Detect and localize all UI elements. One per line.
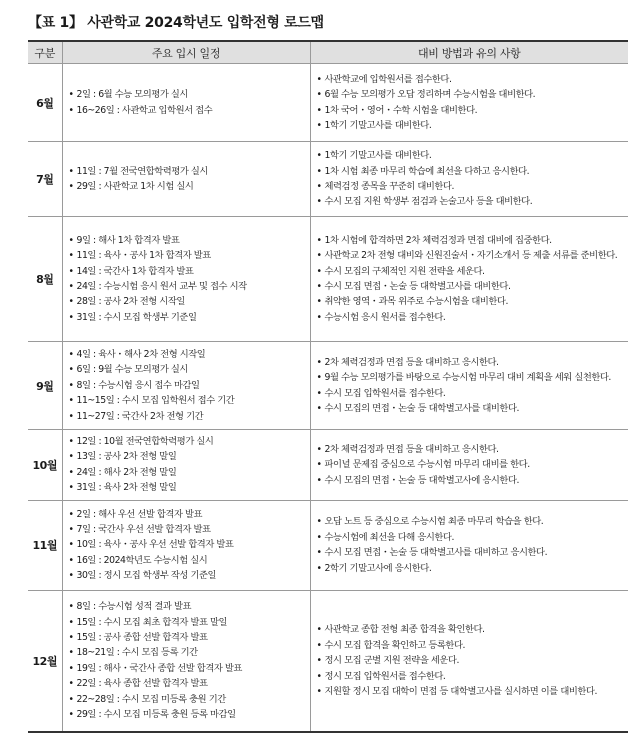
- schedule-item: • 24일 : 해사 2차 전형 말일: [69, 465, 306, 480]
- prep-item: • 1차 시험 최종 마무리 학습에 최선을 다하고 응시한다.: [317, 164, 625, 179]
- schedule-cell: [62, 500, 310, 590]
- table-row-june: [28, 64, 628, 142]
- table-title: 【표 1】 사관학교 2024학년도 입학전형 로드맵: [28, 15, 324, 31]
- schedule-item: • 10일 : 육사・공사 우선 선발 합격자 발표: [69, 537, 306, 552]
- table-header-row: [28, 41, 628, 64]
- prep-item: • 취약한 영역・과목 위주로 수능시험을 대비한다.: [317, 294, 625, 309]
- prep-item: • 수시 모집 지원 학생부 점검과 논술고사 등을 대비한다.: [317, 194, 625, 209]
- prep-item: • 수시 모집의 구체적인 지원 전략을 세운다.: [317, 264, 625, 279]
- prep-cell: [310, 217, 628, 342]
- table-row-october: [28, 430, 628, 501]
- schedule-item: • 15일 : 수시 모집 최초 합격자 발표 말일: [69, 615, 306, 630]
- prep-item: • 1차 시험에 합격하면 2차 체력검정과 면접 대비에 집중한다.: [317, 233, 625, 248]
- prep-item: • 2학기 기말고사에 응시한다.: [317, 561, 625, 576]
- schedule-cell: [62, 64, 310, 142]
- prep-cell: [310, 64, 628, 142]
- schedule-item: • 11~27일 : 국간사 2차 전형 기간: [69, 409, 306, 424]
- prep-item: • 2차 체력검정과 면접 등을 대비하고 응시한다.: [317, 355, 625, 370]
- prep-item: • 수능시험에 최선을 다해 응시한다.: [317, 530, 625, 545]
- schedule-item: • 11~15일 : 수시 모집 입학원서 접수 기간: [69, 393, 306, 408]
- table-row-november: [28, 500, 628, 590]
- schedule-item: • 29일 : 수시 모집 미등록 충원 등록 마감일: [69, 707, 306, 722]
- prep-item: • 수시 모집의 면접・논술 등 대학별고사에 응시한다.: [317, 473, 625, 488]
- schedule-item: • 2일 : 해사 우선 선발 합격자 발표: [69, 507, 306, 522]
- schedule-item: • 30일 : 정시 모집 학생부 작성 기준일: [69, 568, 306, 583]
- month-cell: 6월: [28, 64, 62, 142]
- schedule-item: • 14일 : 국간사 1차 합격자 발표: [69, 264, 306, 279]
- month-cell: 9월: [28, 342, 62, 430]
- prep-item: • 2차 체력검정과 면접 등을 대비하고 응시한다.: [317, 442, 625, 457]
- table-row-august: [28, 217, 628, 342]
- schedule-item: • 9일 : 해사 1차 합격자 발표: [69, 233, 306, 248]
- schedule-item: • 19일 : 해사・국간사 종합 선발 합격자 발표: [69, 661, 306, 676]
- schedule-item: • 11일 : 7월 전국연합학력평가 실시: [69, 164, 306, 179]
- prep-item: • 9월 수능 모의평가를 바탕으로 수능시험 마무리 대비 계획을 세워 실천한다.: [317, 370, 625, 385]
- schedule-cell: [62, 217, 310, 342]
- prep-item: • 수능시험 응시 원서를 접수한다.: [317, 310, 625, 325]
- schedule-item: • 22일 : 육사 종합 선발 합격자 발표: [69, 676, 306, 691]
- table-row-september: [28, 342, 628, 430]
- prep-item: • 1학기 기말고사를 대비한다.: [317, 118, 625, 133]
- schedule-item: • 28일 : 공사 2차 전형 시작일: [69, 294, 306, 309]
- header-prep: 대비 방법과 유의 사항: [310, 41, 628, 64]
- schedule-item: • 18~21일 : 수시 모집 등록 기간: [69, 645, 306, 660]
- prep-item: • 사관학교 종합 전형 최종 합격을 확인한다.: [317, 622, 625, 637]
- schedule-item: • 2일 : 6월 수능 모의평가 실시: [69, 87, 306, 102]
- schedule-item: • 31일 : 수시 모집 학생부 기준일: [69, 310, 306, 325]
- header-schedule: 주요 입시 일정: [62, 41, 310, 64]
- month-cell: 11월: [28, 500, 62, 590]
- schedule-item: • 29일 : 사관학교 1차 시험 실시: [69, 179, 306, 194]
- table-row-december: [28, 590, 628, 732]
- prep-item: • 지원할 정시 모집 대학이 면접 등 대학별고사를 실시하면 이를 대비한다.: [317, 684, 625, 699]
- prep-item: • 정시 모집 군별 지원 전략을 세운다.: [317, 653, 625, 668]
- prep-item: • 수시 모집 합격을 확인하고 등록한다.: [317, 638, 625, 653]
- schedule-item: • 13일 : 공사 2차 전형 말일: [69, 449, 306, 464]
- prep-cell: [310, 142, 628, 217]
- schedule-cell: [62, 342, 310, 430]
- prep-item: • 사관학교에 입학원서를 접수한다.: [317, 72, 625, 87]
- prep-item: • 사관학교 2차 전형 대비와 신원진술서・자기소개서 등 제출 서류를 준비한다.: [317, 248, 625, 263]
- schedule-cell: [62, 430, 310, 501]
- prep-item: • 1학기 기말고사를 대비한다.: [317, 148, 625, 163]
- prep-cell: [310, 500, 628, 590]
- schedule-cell: [62, 142, 310, 217]
- month-cell: 12월: [28, 590, 62, 732]
- header-month: 구분: [28, 41, 62, 64]
- prep-cell: [310, 430, 628, 501]
- prep-item: • 체력검정 종목을 꾸준히 대비한다.: [317, 179, 625, 194]
- schedule-item: • 4일 : 육사・해사 2차 전형 시작일: [69, 347, 306, 362]
- prep-item: • 정시 모집 입학원서를 접수한다.: [317, 669, 625, 684]
- month-cell: 8월: [28, 217, 62, 342]
- prep-item: • 수시 모집 면접・논술 등 대학별고사를 대비하고 응시한다.: [317, 545, 625, 560]
- schedule-item: • 15일 : 공사 종합 선발 합격자 발표: [69, 630, 306, 645]
- schedule-item: • 24일 : 수능시험 응시 원서 교부 및 접수 시작: [69, 279, 306, 294]
- prep-cell: [310, 590, 628, 732]
- prep-item: • 수시 모집 입학원서를 접수한다.: [317, 386, 625, 401]
- schedule-item: • 16~26일 : 사관학교 입학원서 접수: [69, 103, 306, 118]
- schedule-item: • 12일 : 10월 전국연합학력평가 실시: [69, 434, 306, 449]
- schedule-item: • 8일 : 수능시험 응시 접수 마감일: [69, 378, 306, 393]
- prep-item: • 수시 모집 면접・논술 등 대학별고사를 대비한다.: [317, 279, 625, 294]
- prep-item: • 파이널 문제집 중심으로 수능시험 마무리 대비를 한다.: [317, 457, 625, 472]
- schedule-item: • 8일 : 수능시험 성적 결과 발표: [69, 599, 306, 614]
- schedule-item: • 6일 : 9월 수능 모의평가 실시: [69, 362, 306, 377]
- table-row-july: [28, 142, 628, 217]
- schedule-cell: [62, 590, 310, 732]
- month-cell: 7월: [28, 142, 62, 217]
- schedule-item: • 22~28일 : 수시 모집 미등록 충원 기간: [69, 692, 306, 707]
- schedule-item: • 31일 : 육사 2차 전형 말일: [69, 480, 306, 495]
- schedule-item: • 7일 : 국간사 우선 선발 합격자 발표: [69, 522, 306, 537]
- month-cell: 10월: [28, 430, 62, 501]
- prep-cell: [310, 342, 628, 430]
- schedule-item: • 16일 : 2024학년도 수능시험 실시: [69, 553, 306, 568]
- prep-item: • 6월 수능 모의평가 오답 정리하며 수능시험을 대비한다.: [317, 87, 625, 102]
- prep-item: • 오답 노트 등 중심으로 수능시험 최종 마무리 학습을 한다.: [317, 514, 625, 529]
- prep-item: • 수시 모집의 면접・논술 등 대학별고사를 대비한다.: [317, 401, 625, 416]
- prep-item: • 1차 국어・영어・수학 시험을 대비한다.: [317, 103, 625, 118]
- roadmap-table: [28, 40, 628, 733]
- schedule-item: • 11일 : 육사・공사 1차 합격자 발표: [69, 248, 306, 263]
